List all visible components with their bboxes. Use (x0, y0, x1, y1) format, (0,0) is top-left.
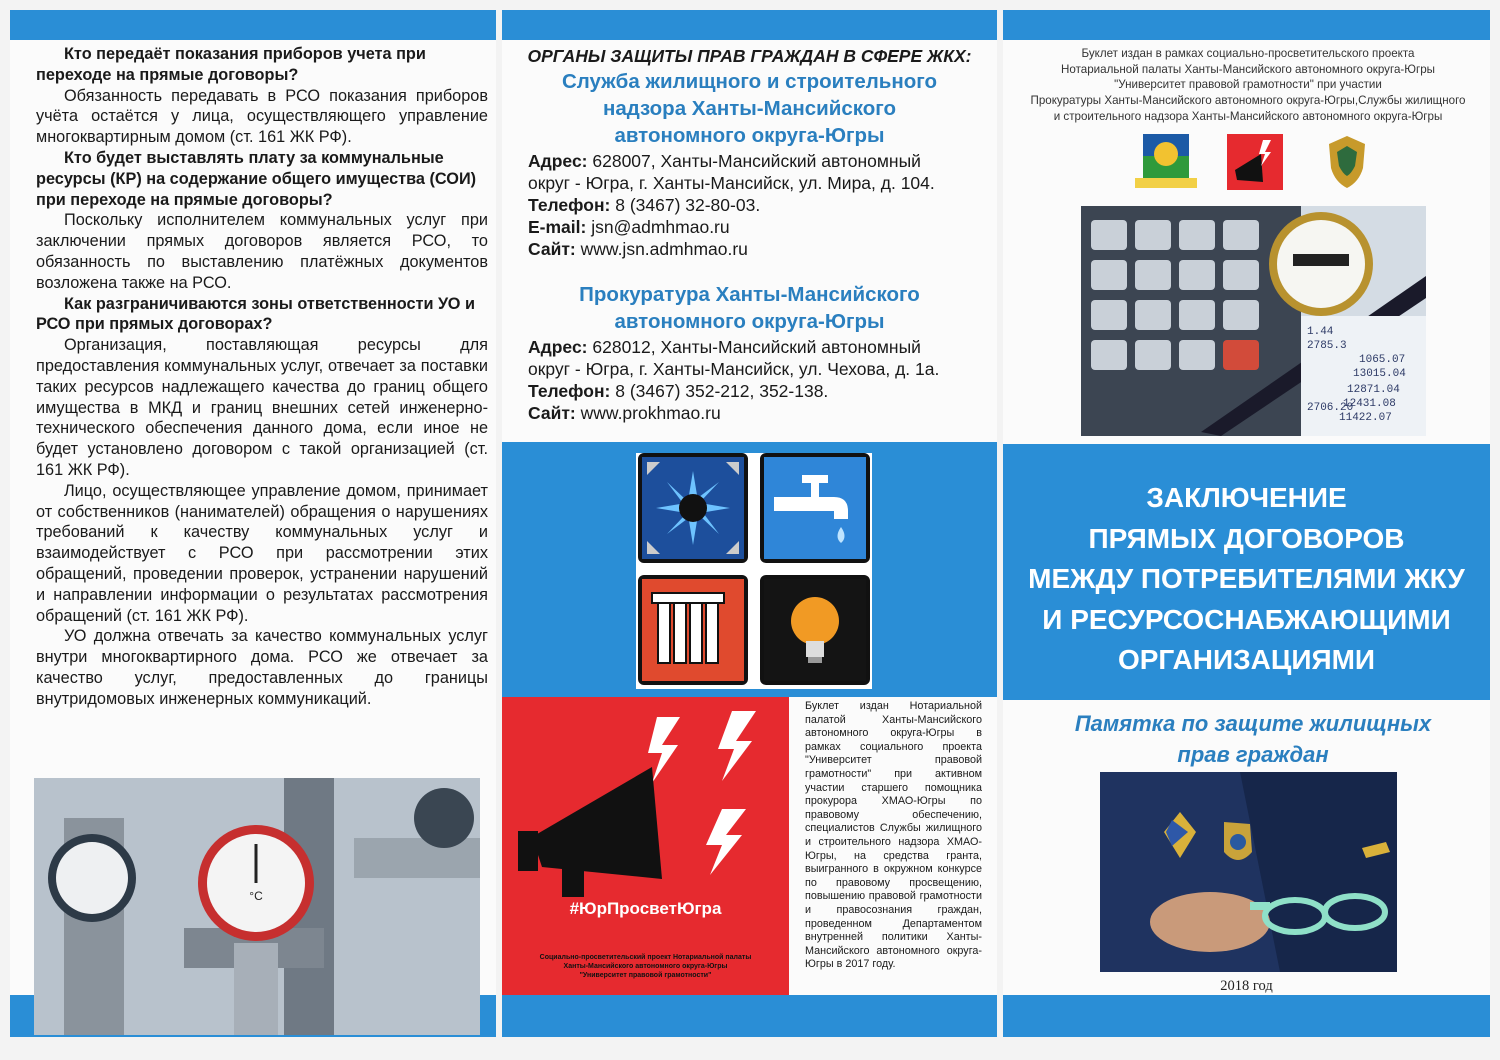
gauge-unit-label: °С (249, 889, 263, 903)
prosecutor-emblem-icon (1319, 132, 1375, 192)
water-tap-icon (760, 453, 870, 563)
title-line5: ОРГАНИЗАЦИЯМИ (1117, 644, 1376, 675)
org1-site[interactable]: www.jsn.admhmao.ru (580, 239, 748, 259)
org1-site-label: Сайт: (528, 239, 576, 259)
question-2: Кто будет выставлять плату за коммунальные ресурсы (КР) на содержание общего имущества (СОИ) при переходе на прямые договоры? (36, 148, 477, 209)
protection-heading: ОРГАНЫ ЗАЩИТЫ ПРАВ ГРАЖДАН В СФЕРЕ ЖКХ: (527, 46, 972, 66)
bottom-bar-middle (502, 995, 997, 1037)
org2-address: 628012, Ханты-Мансийский автономный (592, 337, 921, 357)
org2-site[interactable]: www.prokhmao.ru (580, 403, 721, 423)
answer-3: Организация, поставляющая ресурсы для предоставления коммунальных услуг, отвечает за поставки таких ресурсов надлежащего качества до границ общего имущества в МКД и границ внешних сетей инженерно-технического обеспечения данного дома, если иное не будет установлено договором с такой организацией (ст. 161 ЖК РФ). (36, 336, 488, 479)
answer-2: Поскольку исполнителем коммунальных услуг при заключении прямых договоров является РСО, то обязанность по выставлению платёжных документов возложена также на РСО. (36, 211, 488, 292)
subtitle-line2: прав граждан (1177, 742, 1329, 767)
org1-address: 628007, Ханты-Мансийский автономный (592, 151, 921, 171)
gas-burner-icon (638, 453, 748, 563)
calc-number-2: 2785.3 (1307, 340, 1347, 352)
calc-number-6: 12431.08 (1343, 398, 1396, 410)
top-bar-middle (502, 10, 997, 40)
org1-address-label: Адрес: (528, 151, 588, 171)
project-caption-line3: "Университет правовой грамотности" (579, 972, 712, 979)
project-line2: Нотариальной палаты Ханты-Мансийского автономного округа-Югры (1061, 62, 1435, 76)
pressure-gauges-photo (34, 778, 480, 1035)
calc-number-3: 1065.07 (1359, 354, 1406, 366)
org2-address-2: округ - Югра, г. Ханты-Мансийск, ул. Чехова, д. 1а. (528, 359, 940, 379)
org1-contacts (528, 150, 980, 260)
org2-site-label: Сайт: (528, 403, 576, 423)
org2-title (502, 281, 997, 335)
org2-contacts (528, 336, 980, 424)
bottom-bar-right (1003, 995, 1490, 1037)
panel-middle (502, 40, 997, 995)
top-bar-left (10, 10, 496, 40)
org1-phone-label: Телефон: (528, 195, 611, 215)
hashtag-label: #ЮрПросветЮгра (569, 899, 722, 918)
org1-title-line1: Служба жилищного и строительного (561, 70, 938, 93)
org1-address-2: округ - Югра, г. Ханты-Мансийск, ул. Мира, д. 104. (528, 173, 935, 193)
org1-email[interactable]: jsn@admhmao.ru (591, 217, 730, 237)
calc-number-7: 11422.07 (1339, 412, 1392, 424)
title-line3: МЕЖДУ ПОТРЕБИТЕЛЯМИ ЖКУ (1028, 563, 1465, 594)
top-bar-right (1003, 10, 1490, 40)
megaphone-icon (502, 697, 789, 897)
light-bulb-icon (760, 575, 870, 685)
project-line1: Буклет издан в рамках социально-просветительского проекта (1081, 47, 1415, 60)
booklet-credits: Буклет издан Нотариальной палатой Ханты-Мансийского автономного округа-Югры в рамках социального проекта "Университет правовой грамотности" при активном участии старшего помощника прокурора ХМАО-Югры по правовому обеспечению, специалистов Службы жилищного и строительного надзора ХМАО-Югры, на средства гранта, выигранного в окружном конкурсе по правовому просвещению, повышению правовой грамотности и правосознания граждан, проведенном Департаментом внутренней политики Ханты-Мансийского автономного округа-Югры в 2017 году. (805, 700, 982, 971)
org2-phone: 8 (3467) 352-212, 352-138. (615, 381, 829, 401)
project-info (1023, 46, 1473, 125)
radiator-icon (638, 575, 748, 685)
title-line1: ЗАКЛЮЧЕНИЕ (1146, 482, 1347, 513)
panel-right (1003, 40, 1490, 995)
calculator-meter-photo (1081, 206, 1426, 436)
org2-title-line2: автономного округа-Югры (614, 310, 885, 333)
project-line4: Прокуратуры Ханты-Мансийского автономного округа-Югры,Службы жилищного (1030, 94, 1466, 108)
calc-number-1: 1.44 (1307, 326, 1334, 338)
calc-number-5: 12871.04 (1347, 384, 1400, 396)
subtitle-line1: Памятка по защите жилищных (1074, 711, 1432, 736)
project-caption-line2: Ханты-Мансийского автономного округа-Югры (563, 963, 728, 970)
calc-number-4: 13015.04 (1353, 368, 1406, 380)
project-caption (522, 953, 769, 980)
notary-chamber-emblem-icon (1131, 132, 1201, 192)
org1-title-line3: автономного округа-Югры (614, 124, 885, 147)
project-line5: и строительного надзора Ханты-Мансийского автономного округа-Югры (1053, 109, 1443, 123)
calc-number-8: 2706.20 (1307, 402, 1354, 414)
title-line4: И РЕСУРСОСНАБЖАЮЩИМИ (1042, 603, 1451, 635)
question-1: Кто передаёт показания приборов учета при переходе на прямые договоры? (36, 45, 426, 84)
faq-text (36, 44, 488, 710)
title-line2: ПРЯМЫХ ДОГОВОРОВ (1088, 522, 1405, 554)
cover-title-band (1003, 444, 1490, 700)
org2-address-label: Адрес: (528, 337, 588, 357)
yurprosvet-banner (502, 697, 789, 995)
answer-1: Обязанность передавать в РСО показания приборов учёта остаётся у лица, осуществляющего управление многоквартирным домом (ст. 161 ЖК РФ). (36, 86, 488, 147)
org1-phone: 8 (3467) 32-80-03. (615, 195, 761, 215)
panel-left (10, 40, 496, 995)
org2-phone-label: Телефон: (528, 381, 611, 401)
org1-title-line2: надзора Ханты-Мансийского (602, 97, 897, 120)
org2-title-line1: Прокуратура Ханты-Мансийского (579, 283, 920, 306)
answer-5: УО должна отвечать за качество коммунальных услуг внутри многоквартирного дома. РСО же отвечает за качество услуг, предоставленных до границы внутридомовых инженерных коммуникаций. (36, 627, 488, 708)
org1-email-label: E-mail: (528, 217, 587, 237)
project-line3: "Университет правовой грамотности" при участии (1114, 78, 1382, 92)
publication-year: 2018 год (1220, 978, 1273, 994)
project-caption-line1: Социально-просветительский проект Нотариальной палаты (539, 954, 752, 961)
utility-icon-grid (636, 453, 872, 689)
booklet-subtitle (1043, 708, 1463, 770)
org1-title (502, 68, 997, 149)
answer-4: Лицо, осуществляющее управление домом, принимает от собственников (нанимателей) обращения о нарушениях требований к качеству коммунальных услуг и взаимодействует с РСО при рассмотрении этих обращений, проведении проверок, устранении нарушений и направлении информации о результатах рассмотрения обращений (ст. 161 ЖК РФ). (36, 481, 488, 625)
question-3: Как разграничиваются зоны ответственности УО и РСО при прямых договорах? (36, 294, 475, 334)
yurprosvet-logo-icon (1225, 132, 1285, 192)
prosecutor-uniform-photo (1100, 772, 1397, 972)
booklet-title (1003, 478, 1490, 681)
